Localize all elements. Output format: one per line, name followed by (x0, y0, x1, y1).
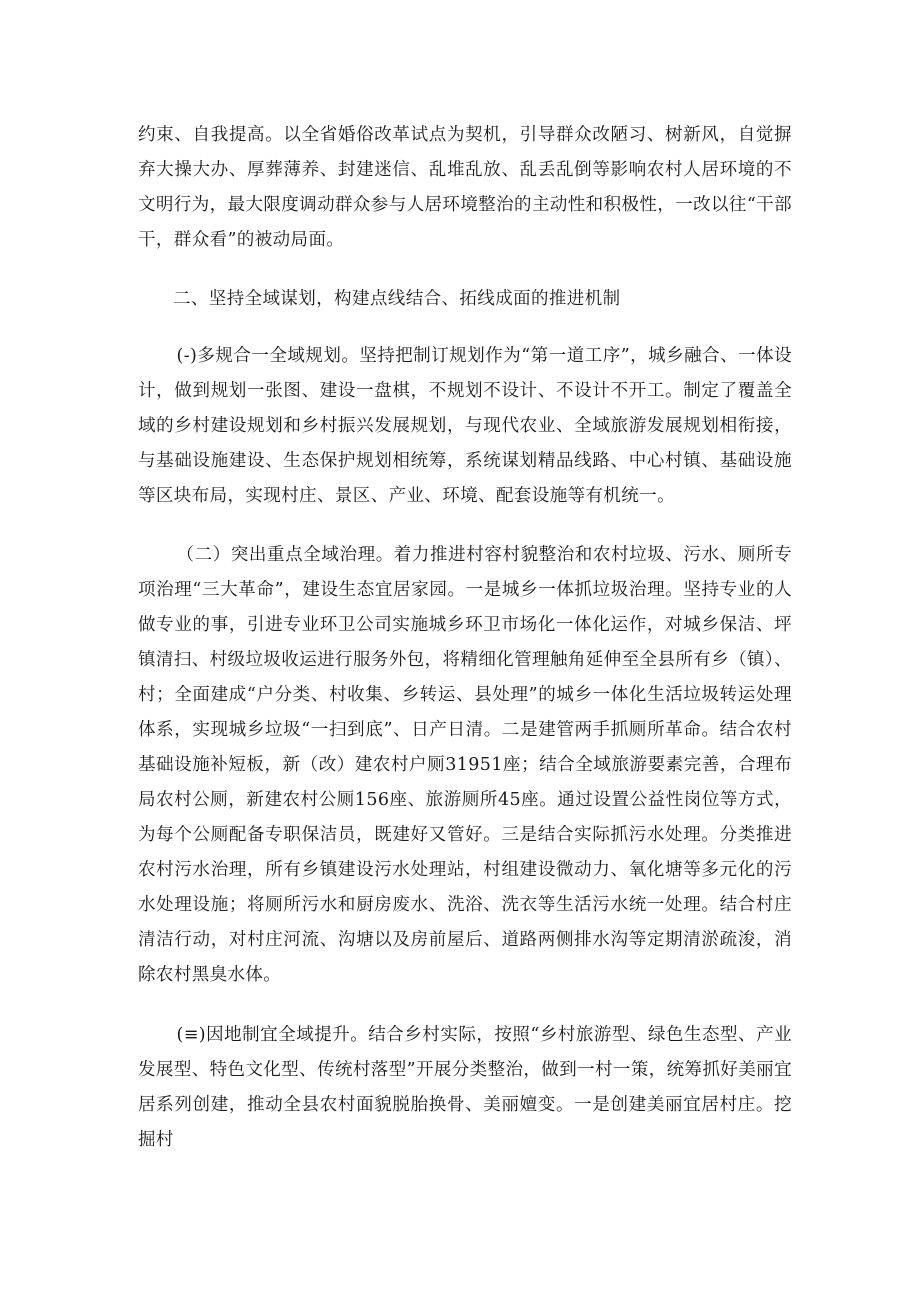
document-page (138, 118, 792, 1158)
paragraph-planning: (-)多规合一全域规划。坚持把制订规划作为“第一道工序”，城乡融合、一体设计，做到规划一张图、建设一盘棋，不规划不设计、不设计不开工。制定了覆盖全域的乡村建设规划和乡村振兴发展规划，与现代农业、全域旅游发展规划相衔接，与基础设施建设、生态保护规划相统筹，系统谋划精品线路、中心村镇、基础设施等区块布局，实现村庄、景区、产业、环境、配套设施等有机统一。 (138, 346, 792, 506)
paragraph-improvement: (≡)因地制宜全域提升。结合乡村实际，按照“乡村旅游型、绿色生态型、产业发展型、特色文化型、传统村落型”开展分类整治，做到一村一策，统筹抓好美丽宜居系列创建，推动全县农村面貌脱胎换骨、美丽嬗变。一是创建美丽宜居村庄。挖掘村 (138, 1025, 792, 1150)
paragraph-continuation: 约束、自我提高。以全省婚俗改革试点为契机，引导群众改陋习、树新风，自觉摒弃大操大办、厚葬薄养、封建迷信、乱堆乱放、乱丢乱倒等影响农村人居环境的不文明行为，最大限度调动群众参与人居环境整治的主动性和积极性，一改以往“干部干，群众看”的被动局面。 (138, 125, 792, 250)
paragraph-governance: （二）突出重点全域治理。着力推进村容村貌整治和农村垃圾、污水、厕所专项治理“三大革命”，建设生态宜居家园。一是城乡一体抓垃圾治理。坚持专业的人做专业的事，引进专业环卫公司实施城乡环卫市场化一体化运作，对城乡保洁、坪镇清扫、村级垃圾收运进行服务外包，将精细化管理触角延伸至全县所有乡（镇）、村；全面建成“户分类、村收集、乡转运、县处理”的城乡一体化生活垃圾转运处理体系，实现城乡垃圾“一扫到底”、日产日清。二是建管两手抓厕所革命。结合农村基础设施补短板，新（改）建农村户厕31951座；结合全域旅游要素完善，合理布局农村公厕，新建农村公厕156座、旅游厕所45座。通过设置公益性岗位等方式，为每个公厕配备专职保洁员，既建好又管好。三是结合实际抓污水处理。分类推进农村污水治理，所有乡镇建设污水处理站，村组建设微动力、氧化塘等多元化的污水处理设施；将厕所污水和厨房废水、洗浴、洗衣等生活污水统一处理。结合村庄清洁行动，对村庄河流、沟塘以及房前屋后、道路两侧排水沟等定期清淤疏浚，消除农村黑臭水体。 (138, 545, 792, 985)
section-heading: 二、坚持全域谋划，构建点线结合、拓线成面的推进机制 (173, 289, 621, 309)
